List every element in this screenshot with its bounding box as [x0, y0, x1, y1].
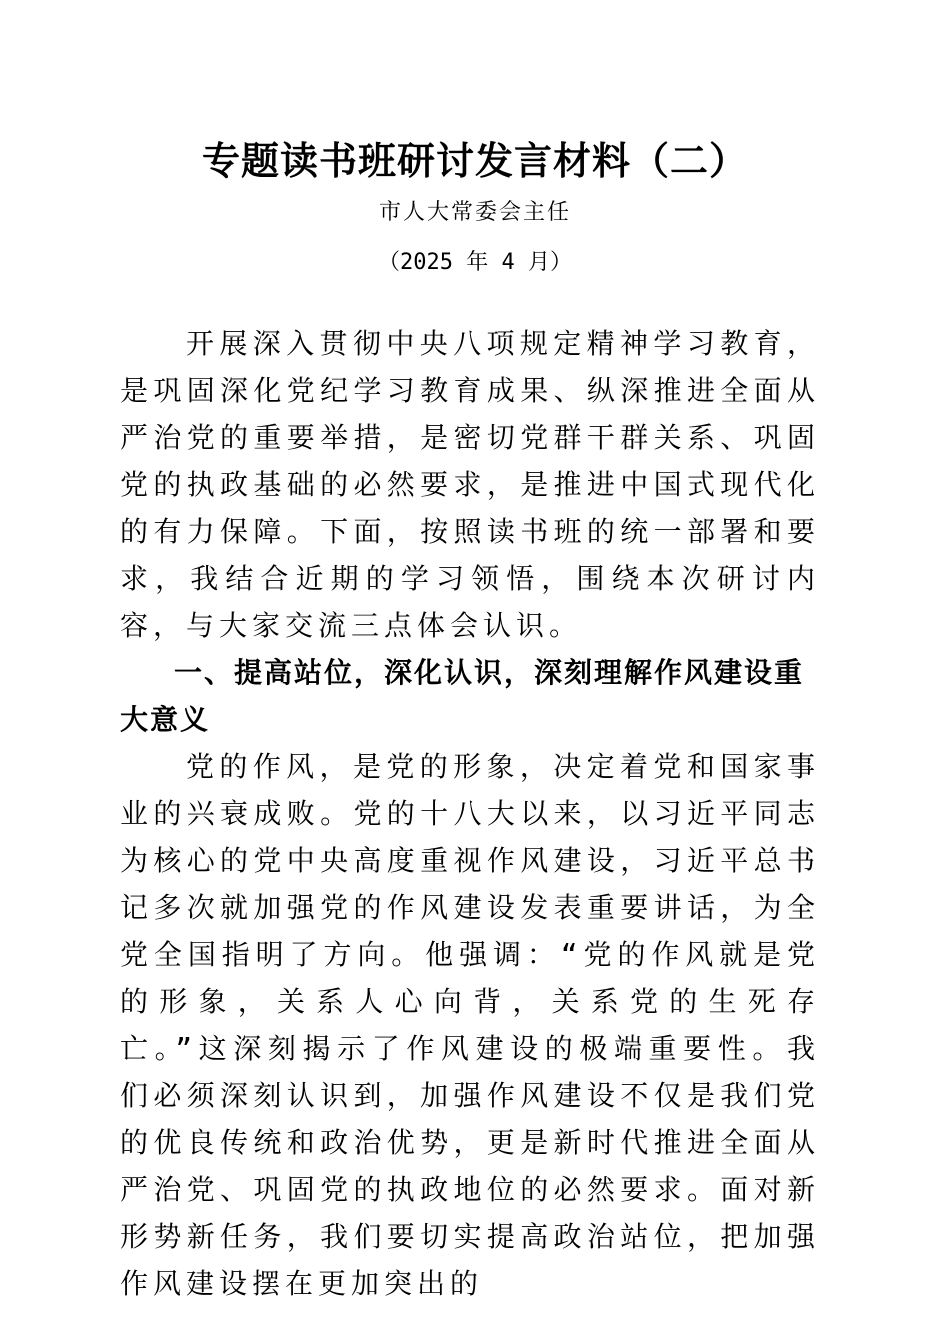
document-body	[120, 320, 820, 1307]
document-title: 专题读书班研讨发言材料（二）	[201, 138, 748, 183]
document-date: （2025 年 4 月）	[378, 250, 572, 275]
paragraph-section-1: 党的作风，是党的形象，决定着党和国家事业的兴衰成败。党的十八大以来，以习近平同志为核心的党中央高度重视作风建设，习近平总书记多次就加强党的作风建设发表重要讲话，为全党全国指明了方向。他强调：“党的作风就是党的形象，关系人心向背，关系党的生死存亡。”这深刻揭示了作风建设的极端重要性。我们必须深刻认识到，加强作风建设不仅是我们党的优良传统和政治优势，更是新时代推进全面从严治党、巩固党的执政地位的必然要求。面对新形势新任务，我们要切实提高政治站位，把加强作风建设摆在更加突出的	[120, 750, 820, 1300]
paragraph-intro: 开展深入贯彻中央八项规定精神学习教育，是巩固深化党纪学习教育成果、纵深推进全面从严治党的重要举措，是密切党群干群关系、巩固党的执政基础的必然要求，是推进中国式现代化的有力保障。下面，按照读书班的统一部署和要求，我结合近期的学习领悟，围绕本次研讨内容，与大家交流三点体会认识。	[120, 327, 820, 642]
document-author: 市人大常委会主任	[378, 200, 571, 225]
section-heading-1: 一、提高站位，深化认识，深刻理解作风建设重大意义	[120, 656, 805, 736]
